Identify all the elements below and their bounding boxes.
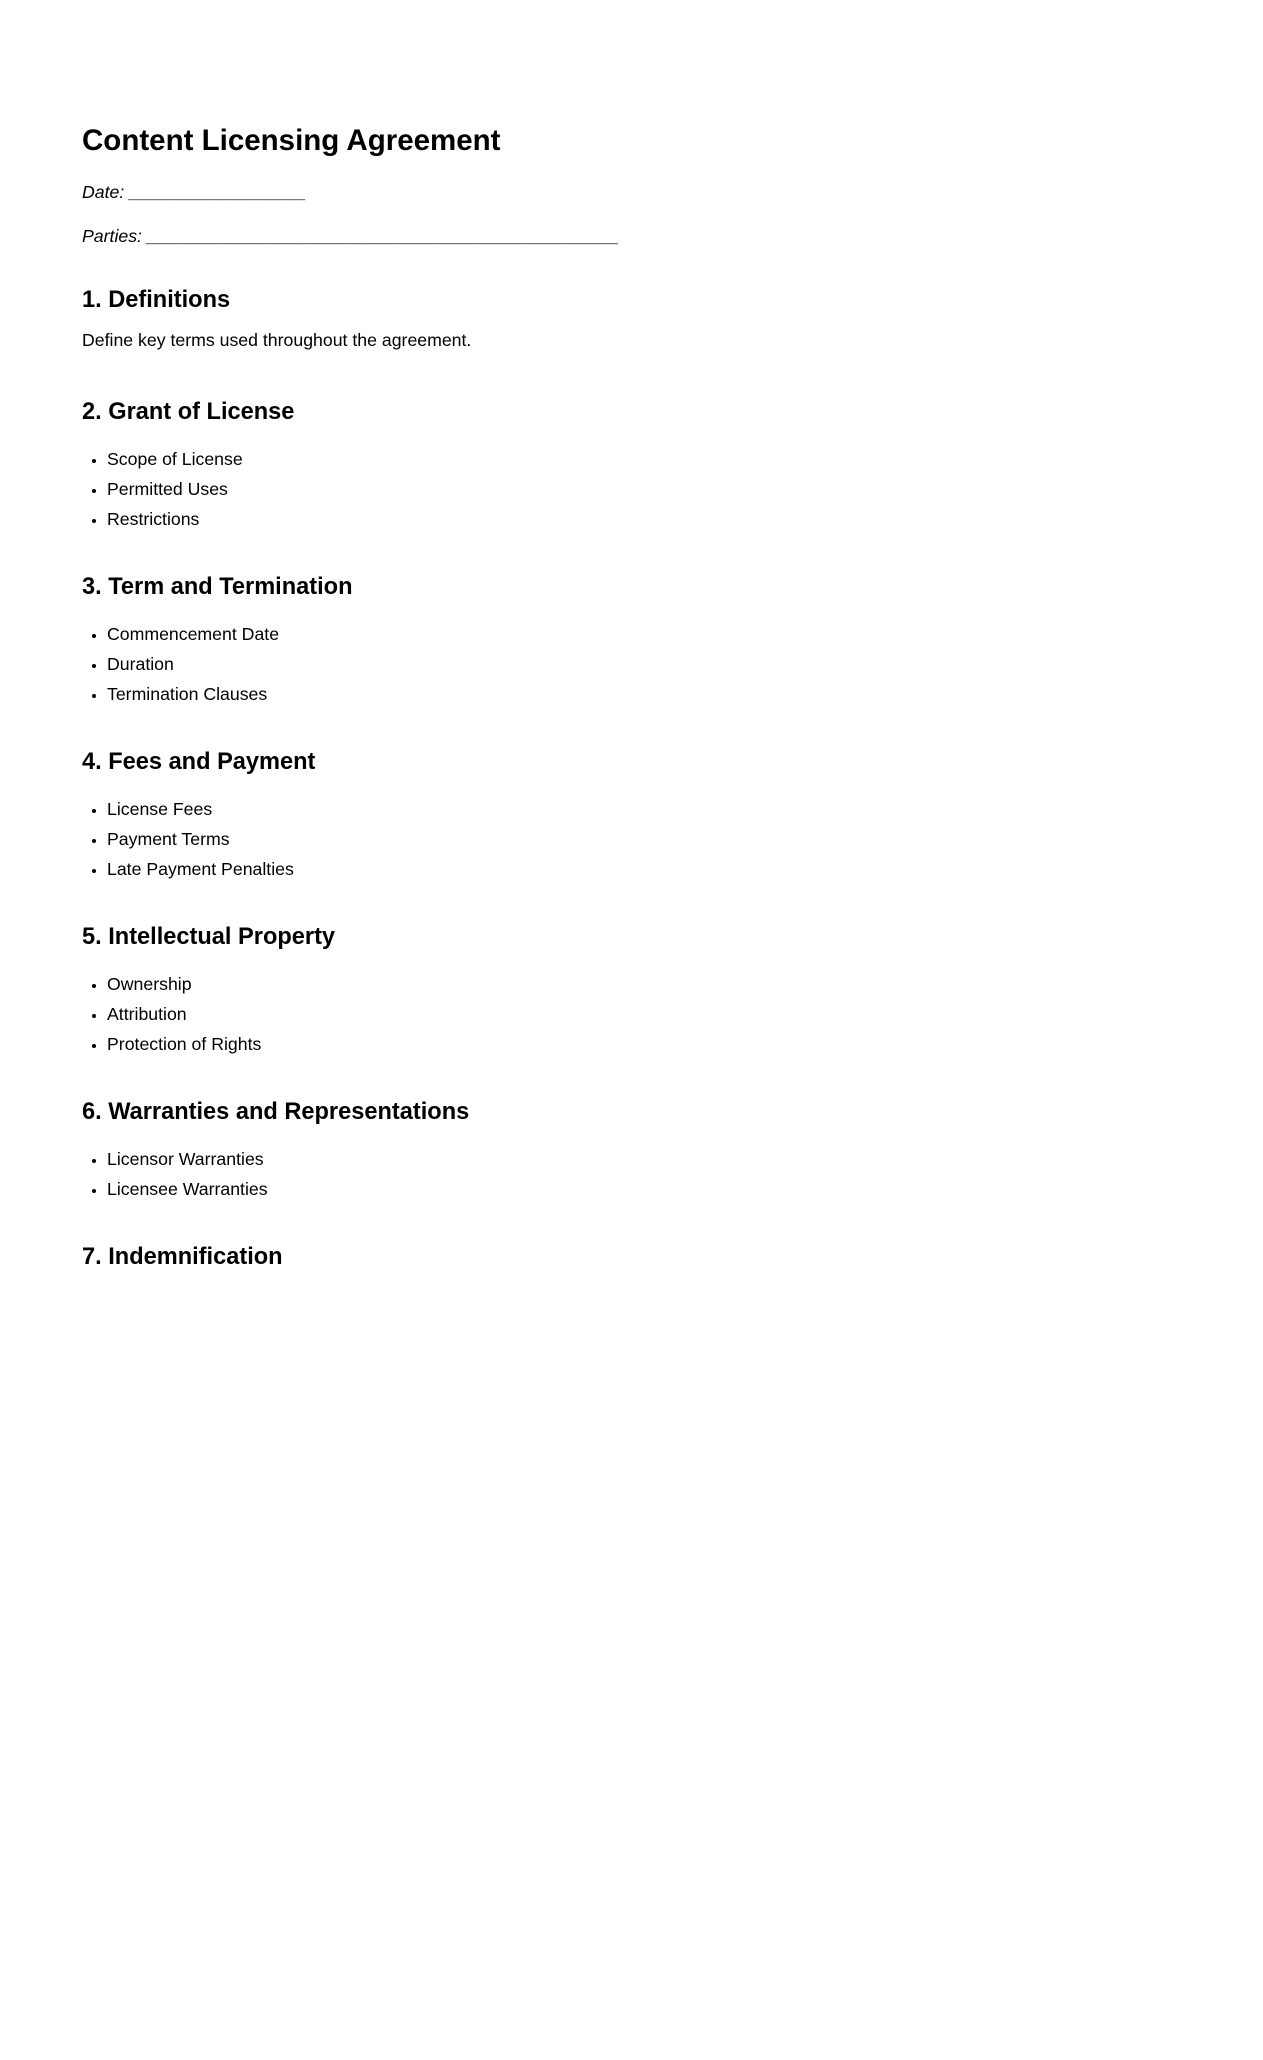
bullet-item: • Permitted Uses [107,474,1181,504]
date-field [82,182,1181,203]
document-section [82,1244,1181,1271]
date-blank-line: __________________ [129,182,307,202]
parties-blank-line: ________________________________________________ [146,226,620,246]
bullet-item: • Restrictions [107,504,1181,534]
section-heading: 1. Definitions [82,287,231,313]
section-heading: 3. Term and Termination [82,574,353,600]
bullet-item: • Commencement Date [107,619,1181,649]
bullet-item: • Duration [107,649,1181,679]
bullet-list [82,794,1181,884]
bullet-item: • Attribution [107,999,1181,1029]
document-section [82,749,1181,884]
bullet-item: • Late Payment Penalties [107,854,1181,884]
document-section [82,1099,1181,1204]
document-section [82,287,1181,351]
document-section [82,399,1181,534]
section-heading: 7. Indemnification [82,1244,283,1270]
bullet-list [82,1144,1181,1204]
bullet-list [82,619,1181,709]
bullet-item: • License Fees [107,794,1181,824]
sections-container [82,287,1181,1271]
bullet-item: • Scope of License [107,444,1181,474]
section-heading: 2. Grant of License [82,399,295,425]
bullet-item: • Licensee Warranties [107,1174,1181,1204]
section-paragraph: Define key terms used throughout the agreement. [82,330,472,350]
bullet-item: • Protection of Rights [107,1029,1181,1059]
parties-field [82,226,1181,247]
section-heading: 6. Warranties and Representations [82,1099,470,1125]
section-heading: 4. Fees and Payment [82,749,316,775]
document-title: Content Licensing Agreement [82,124,501,157]
bullet-item: • Ownership [107,969,1181,999]
bullet-list [82,969,1181,1059]
bullet-item: • Licensor Warranties [107,1144,1181,1174]
parties-label: Parties: [82,226,142,246]
document-section [82,924,1181,1059]
bullet-list [82,444,1181,534]
bullet-item: • Termination Clauses [107,679,1181,709]
section-heading: 5. Intellectual Property [82,924,336,950]
bullet-item: • Payment Terms [107,824,1181,854]
date-label: Date: [82,182,125,202]
document-section [82,574,1181,709]
